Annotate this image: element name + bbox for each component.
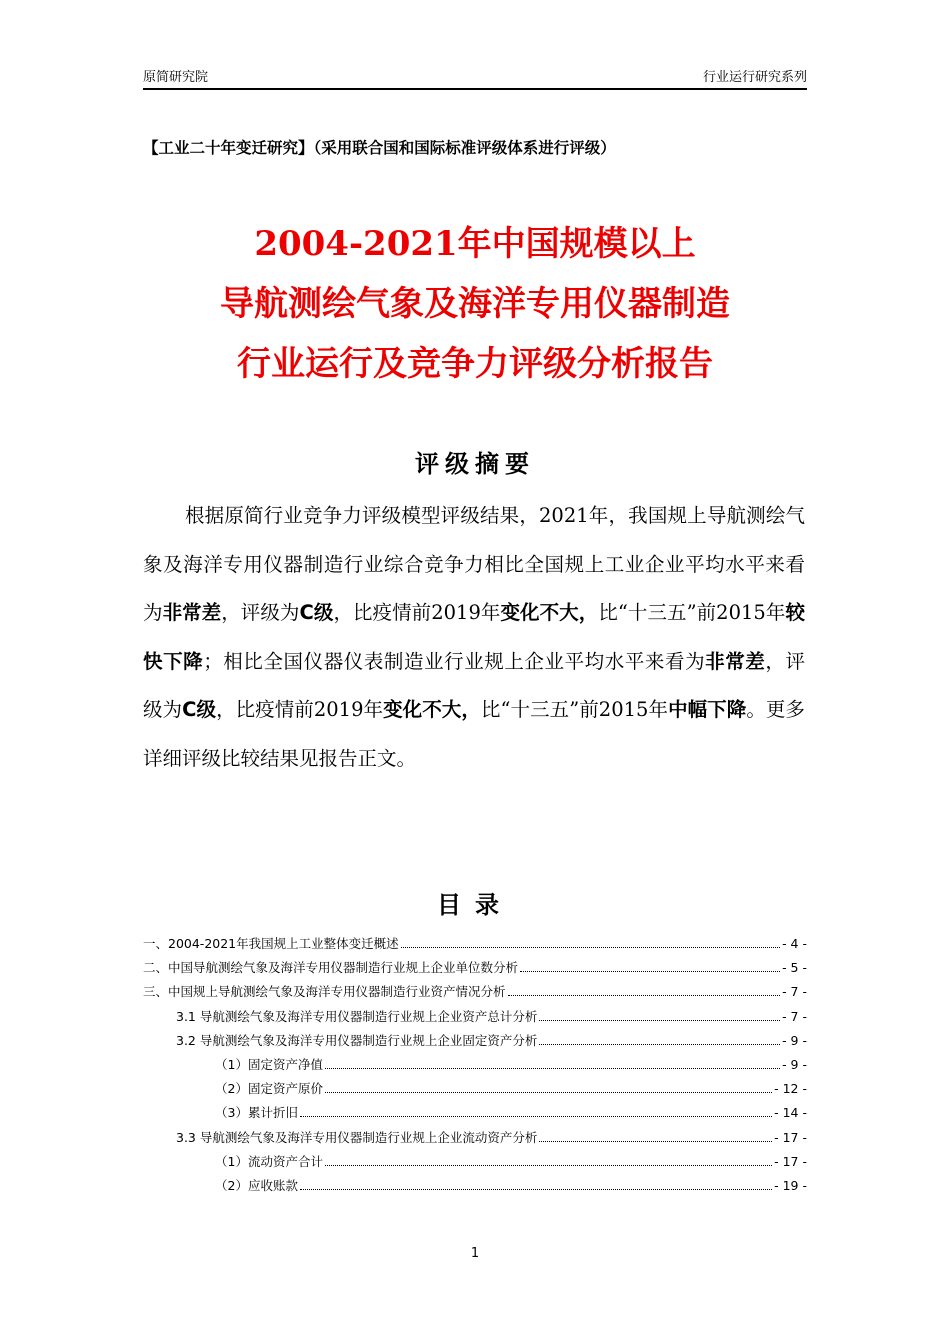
toc-entry-label[interactable]: 三、中国规上导航测绘气象及海洋专用仪器制造行业资产情况分析 xyxy=(143,984,506,1000)
summary-emphasis: 非常差 xyxy=(162,601,222,624)
toc-leader-dots xyxy=(520,962,780,972)
toc-entry[interactable] xyxy=(143,980,807,1004)
toc-entry-label[interactable]: 3.1 导航测绘气象及海洋专用仪器制造行业规上企业资产总计分析 xyxy=(176,1008,538,1024)
summary-paragraph xyxy=(143,492,805,783)
toc-entry-label[interactable]: （2）固定资产原价 xyxy=(215,1081,323,1097)
toc-entry-page[interactable]: - 17 - xyxy=(774,1153,807,1169)
toc-entry-page[interactable]: - 14 - xyxy=(774,1105,807,1121)
toc-entry-page[interactable]: - 17 - xyxy=(774,1129,807,1145)
header-org-name: 原简研究院 xyxy=(143,70,209,85)
toc-entry-label[interactable]: 一、2004-2021年我国规上工业整体变迁概述 xyxy=(143,936,399,951)
toc-entry-label[interactable]: （1）固定资产净值 xyxy=(215,1056,323,1072)
toc-entry[interactable] xyxy=(143,1005,807,1029)
toc-entry-page[interactable]: - 12 - xyxy=(774,1081,807,1097)
summary-emphasis: 中幅下降 xyxy=(668,698,747,721)
toc-leader-dots xyxy=(325,1083,772,1093)
toc-entry-label[interactable]: （1）流动资产合计 xyxy=(215,1153,323,1169)
toc-heading: 目录 xyxy=(437,891,513,919)
toc-leader-dots xyxy=(401,938,780,948)
header-series-name: 行业运行研究系列 xyxy=(702,70,807,85)
summary-emphasis: 较快下降 xyxy=(143,601,805,673)
toc-entry-label[interactable]: （3）累计折旧 xyxy=(215,1105,298,1121)
title-line-3: 行业运行及竞争力评级分析报告 xyxy=(237,344,713,384)
summary-emphasis: 变化不大， xyxy=(383,698,481,721)
toc-entry[interactable] xyxy=(143,1077,807,1101)
summary-text: ，比疫情前2019年 xyxy=(216,698,384,721)
summary-text: 。更多详细评级比较结果见报告正文。 xyxy=(143,698,805,770)
toc-entry[interactable] xyxy=(143,1053,807,1077)
toc-entry-label[interactable]: （2）应收账款 xyxy=(215,1177,298,1193)
toc-leader-dots xyxy=(539,1011,780,1021)
summary-text: 比“十三五”前2015年 xyxy=(480,698,669,721)
table-of-contents xyxy=(143,932,807,1198)
series-label: 【工业二十年变迁研究】（采用联合国和国际标准评级体系进行评级） xyxy=(143,139,616,157)
toc-entry[interactable] xyxy=(143,1029,807,1053)
toc-leader-dots xyxy=(300,1107,772,1117)
summary-emphasis: 非常差 xyxy=(705,649,766,673)
toc-entry[interactable] xyxy=(143,1174,807,1198)
toc-entry-label[interactable]: 3.3 导航测绘气象及海洋专用仪器制造行业规上企业流动资产分析 xyxy=(176,1129,538,1145)
toc-entry-page[interactable]: - 9 - xyxy=(782,1056,807,1072)
toc-entry-page[interactable]: - 9 - xyxy=(782,1032,807,1048)
toc-entry-page[interactable]: - 5 - xyxy=(782,960,807,976)
summary-text: ，评级为 xyxy=(143,649,805,721)
toc-leader-dots xyxy=(508,986,781,996)
report-title xyxy=(100,214,850,394)
toc-leader-dots xyxy=(539,1035,780,1045)
page-number: 1 xyxy=(470,1246,480,1261)
toc-entry[interactable] xyxy=(143,1150,807,1174)
title-line-1: 2004-2021年中国规模以上 xyxy=(254,224,696,264)
toc-entry-page[interactable]: - 7 - xyxy=(782,1008,807,1024)
summary-emphasis: C级 xyxy=(182,698,217,721)
toc-entry-page[interactable]: - 19 - xyxy=(774,1177,807,1193)
toc-leader-dots xyxy=(300,1180,772,1190)
toc-leader-dots xyxy=(539,1132,772,1142)
toc-leader-dots xyxy=(325,1059,780,1069)
title-line-2: 导航测绘气象及海洋专用仪器制造 xyxy=(220,284,730,324)
toc-entry-page[interactable]: - 7 - xyxy=(782,984,807,1000)
toc-entry[interactable] xyxy=(143,1126,807,1150)
summary-text: 根据原简行业竞争力评级模型评级结果，2021年，我国规上导航测绘气象及海洋专用仪器制造行业综合竞争力相比全国规上工业企业平均水平来看为 xyxy=(143,504,805,624)
toc-leader-dots xyxy=(325,1156,772,1166)
toc-entry[interactable] xyxy=(143,956,807,980)
summary-text: ，评级为 xyxy=(221,601,300,624)
summary-text: ，比疫情前2019年 xyxy=(333,601,501,624)
toc-entry-page[interactable]: - 4 - xyxy=(782,936,807,951)
summary-heading: 评级摘要 xyxy=(415,450,535,478)
summary-text: ；相比全国仪器仪表制造业行业规上企业平均水平来看为 xyxy=(203,649,706,673)
page-header xyxy=(143,66,807,90)
toc-entry[interactable] xyxy=(143,932,807,956)
toc-entry[interactable] xyxy=(143,1101,807,1125)
summary-emphasis: C级 xyxy=(299,601,334,624)
summary-text: 比“十三五”前2015年 xyxy=(598,601,786,624)
toc-entry-label[interactable]: 3.2 导航测绘气象及海洋专用仪器制造行业规上企业固定资产分析 xyxy=(176,1032,538,1048)
toc-entry-label[interactable]: 二、中国导航测绘气象及海洋专用仪器制造行业规上企业单位数分析 xyxy=(143,960,519,976)
summary-emphasis: 变化不大， xyxy=(500,601,599,624)
